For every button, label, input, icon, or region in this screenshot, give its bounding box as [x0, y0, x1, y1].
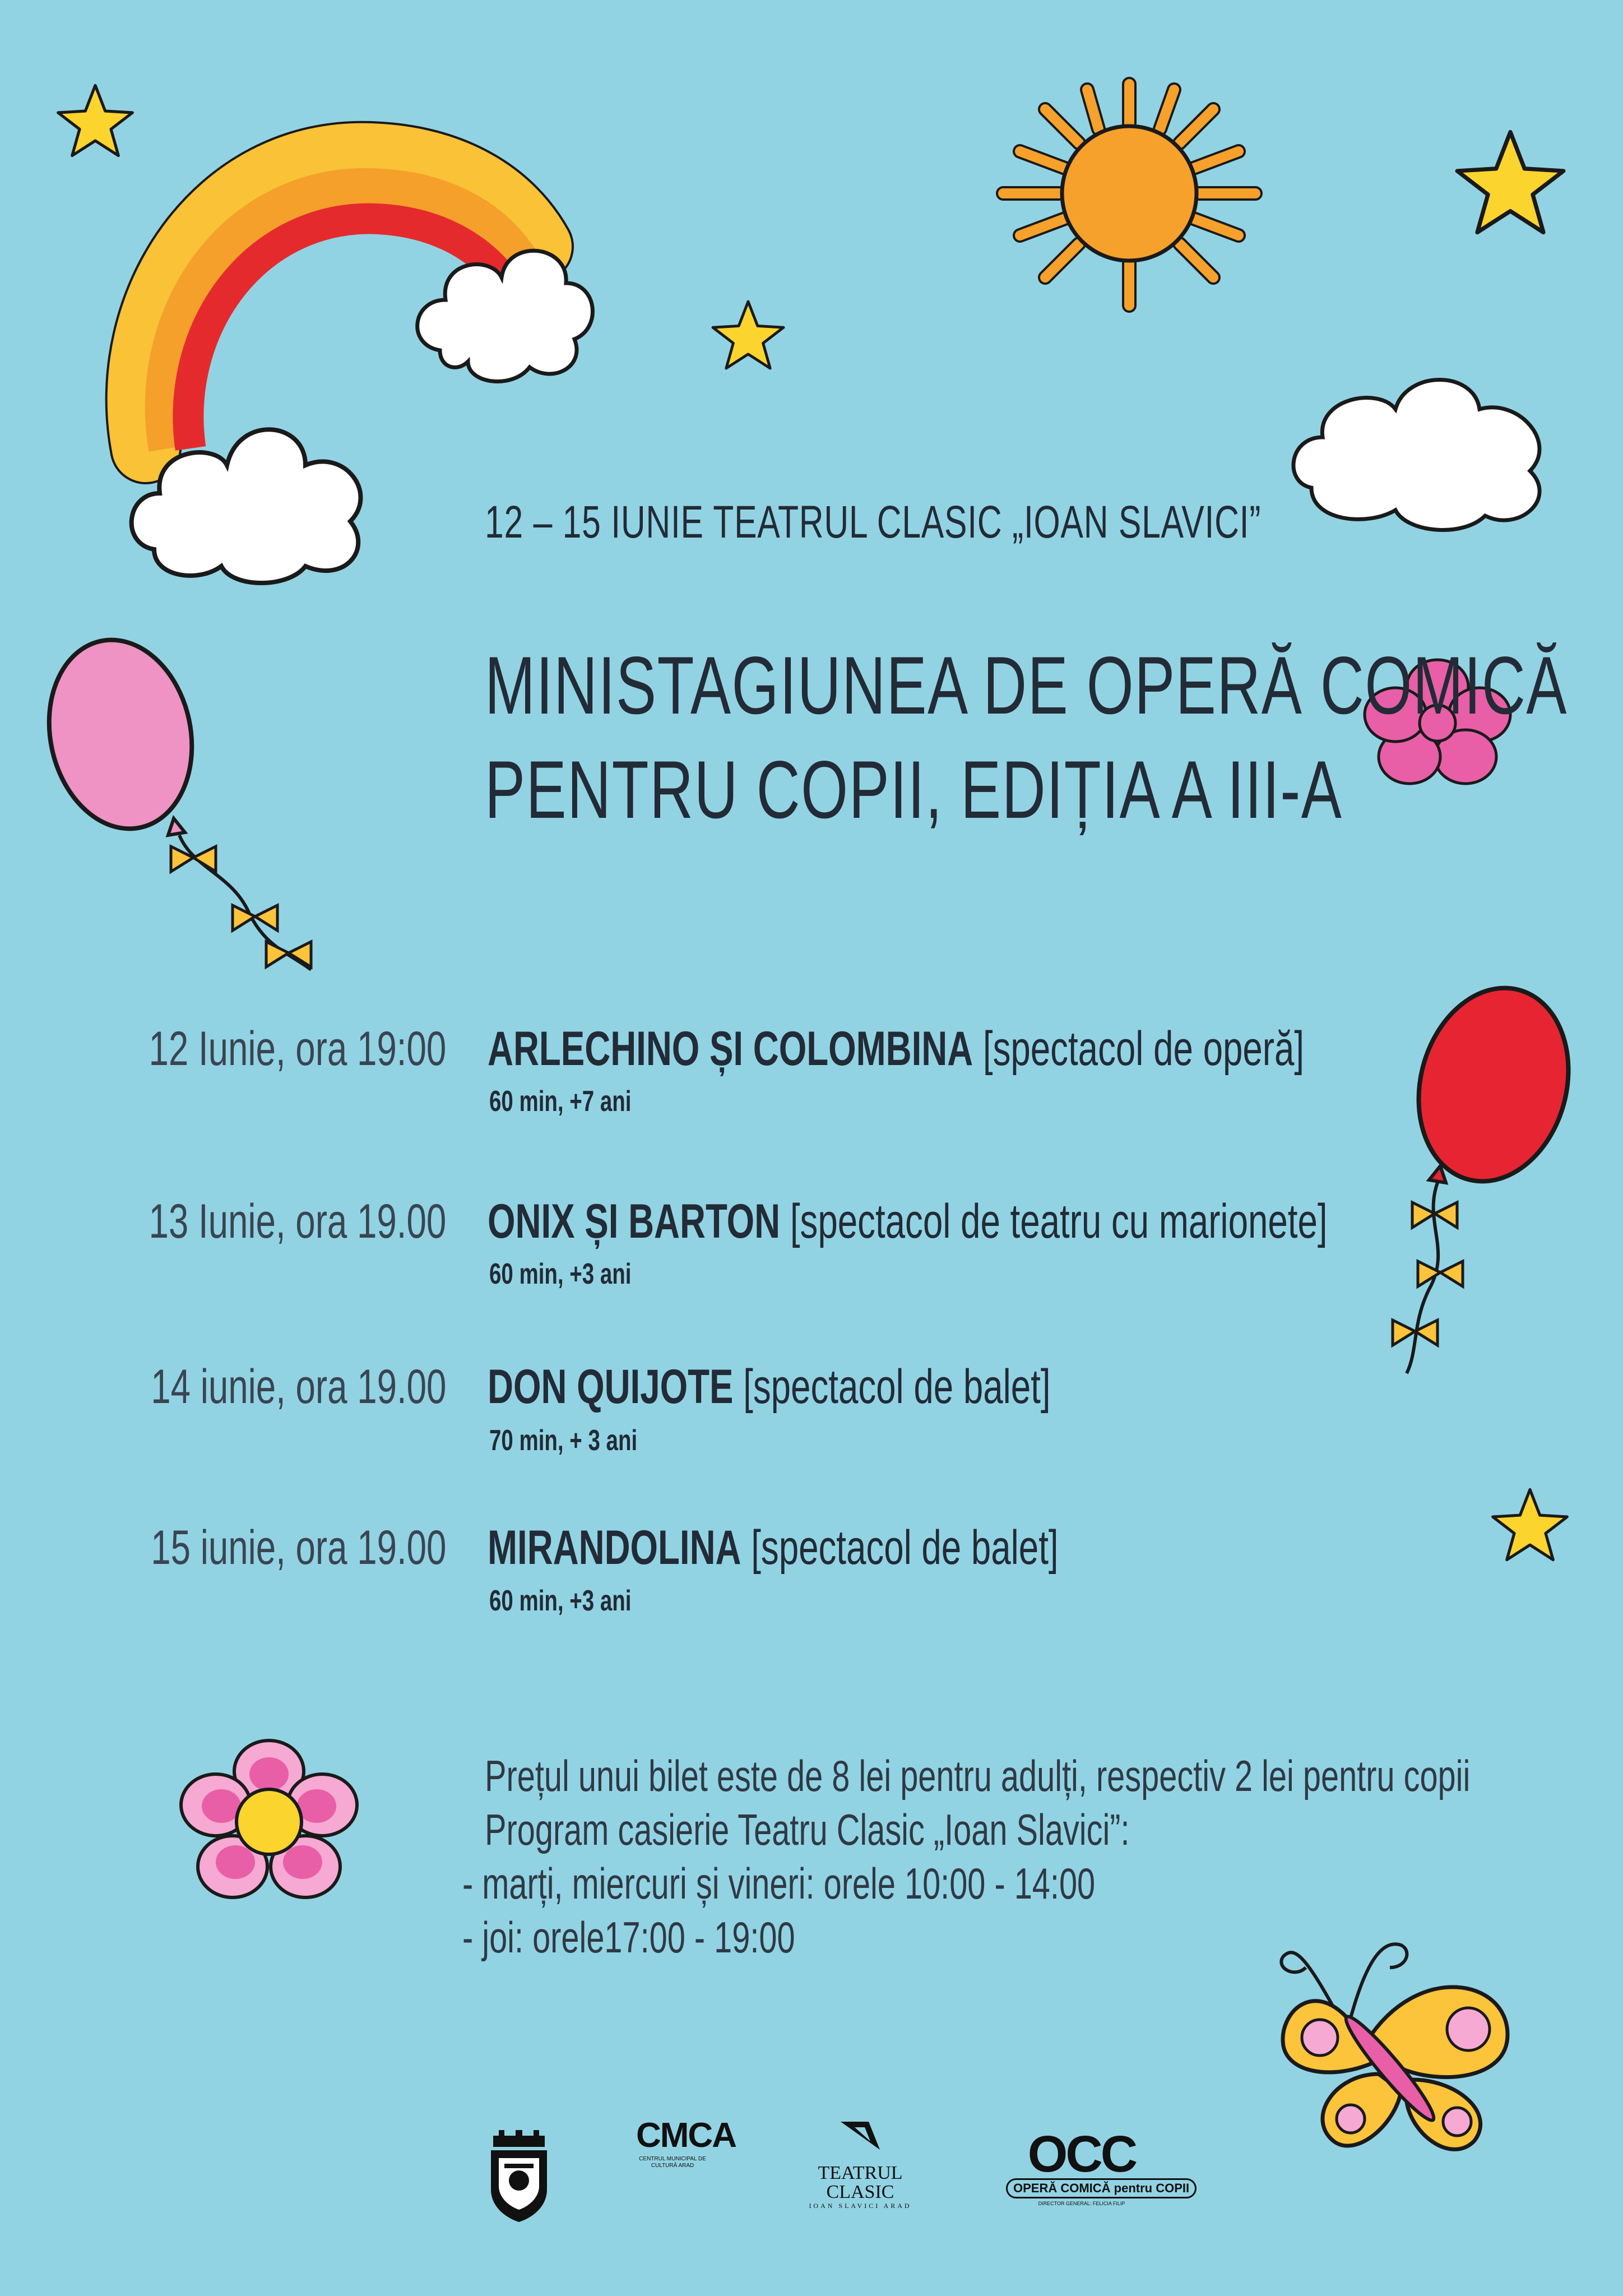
title-line-1: MINISTAGIUNEA DE OPERĂ COMICĂ [485, 640, 1568, 731]
box-office-hours: - marți, miercuri și vineri: orele 10:00 - 14:00 [462, 1859, 1096, 1908]
teatrul-clasic-logo [787, 2119, 933, 2210]
event-date: 15 iunie, ora 19.00 [150, 1521, 446, 1575]
box-office-hours: - joi: orele17:00 - 19:00 [462, 1913, 795, 1962]
event-meta: 70 min, + 3 ani [489, 1424, 638, 1457]
balloon-illustration [48, 633, 328, 981]
star-illustration [53, 81, 137, 160]
teatrul-clasic-logo-caption: IOAN SLAVICI ARAD [809, 2202, 912, 2210]
event-meta: 60 min, +3 ani [489, 1585, 632, 1617]
flower-illustration [177, 1738, 361, 1906]
event-meta: 60 min, +7 ani [489, 1085, 632, 1118]
event-type: [spectacol de balet] [743, 1360, 1051, 1414]
event-title [488, 1194, 1622, 1249]
event-name: MIRANDOLINA [488, 1521, 741, 1575]
event-subtitle: 12 – 15 IUNIE TEATRUL CLASIC „IOAN SLAVICI” [485, 497, 1262, 548]
star-illustration [709, 297, 787, 373]
star-illustration [1449, 126, 1572, 238]
event-meta: 60 min, +3 ani [489, 1258, 632, 1290]
teatrul-clasic-logo-text: TEATRUL CLASIC [818, 2163, 903, 2202]
teatrul-clasic-mark-icon [838, 2119, 883, 2152]
occ-logo-text: OCC [1027, 2126, 1136, 2183]
occ-logo-director: DIRECTOR GENERAL: FELICIA FILIP [1038, 2201, 1125, 2206]
city-coat-of-arms-logo [488, 2130, 550, 2223]
cloud-illustration [120, 381, 378, 589]
cloud-illustration [406, 221, 602, 390]
event-title [488, 1021, 1591, 1077]
event-name: DON QUIJOTE [488, 1360, 734, 1414]
opera-comica-logo [1006, 2126, 1190, 2206]
box-office-heading: Program casierie Teatru Clasic „Ioan Slavici”: [485, 1805, 1130, 1854]
ticket-info [462, 1749, 1623, 1964]
occ-logo-caption: OPERĂ COMICĂ pentru COPII [1006, 2178, 1197, 2198]
ticket-price-text: Prețul unui bilet este de 8 lei pentru adulți, respectiv 2 lei pentru copii [485, 1751, 1471, 1800]
event-type: [spectacol de operă] [982, 1022, 1305, 1076]
event-date: 13 Iunie, ora 19.00 [149, 1195, 446, 1248]
star-illustration [1488, 1485, 1572, 1564]
event-title [488, 1520, 1259, 1576]
event-date: 12 Iunie, ora 19:00 [149, 1022, 446, 1076]
event-type: [spectacol de teatru cu marionete] [790, 1195, 1328, 1248]
sun-illustration [992, 78, 1267, 314]
page-title [485, 633, 1623, 842]
event-title [488, 1359, 1248, 1415]
event-type: [spectacol de balet] [751, 1521, 1059, 1575]
cmca-logo [636, 2116, 736, 2169]
event-name: ONIX ȘI BARTON [488, 1195, 781, 1248]
title-line-2: PENTRU COPII, EDIȚIA A III-A [485, 744, 1343, 835]
cmca-logo-text: CMCA [636, 2116, 736, 2155]
event-date: 14 iunie, ora 19.00 [150, 1360, 446, 1414]
event-name: ARLECHINO ȘI COLOMBINA [488, 1022, 973, 1076]
butterfly-illustration [1272, 1934, 1524, 2158]
cmca-logo-caption: CENTRUL MUNICIPAL DE CULTURĂ ARAD [639, 2156, 706, 2169]
